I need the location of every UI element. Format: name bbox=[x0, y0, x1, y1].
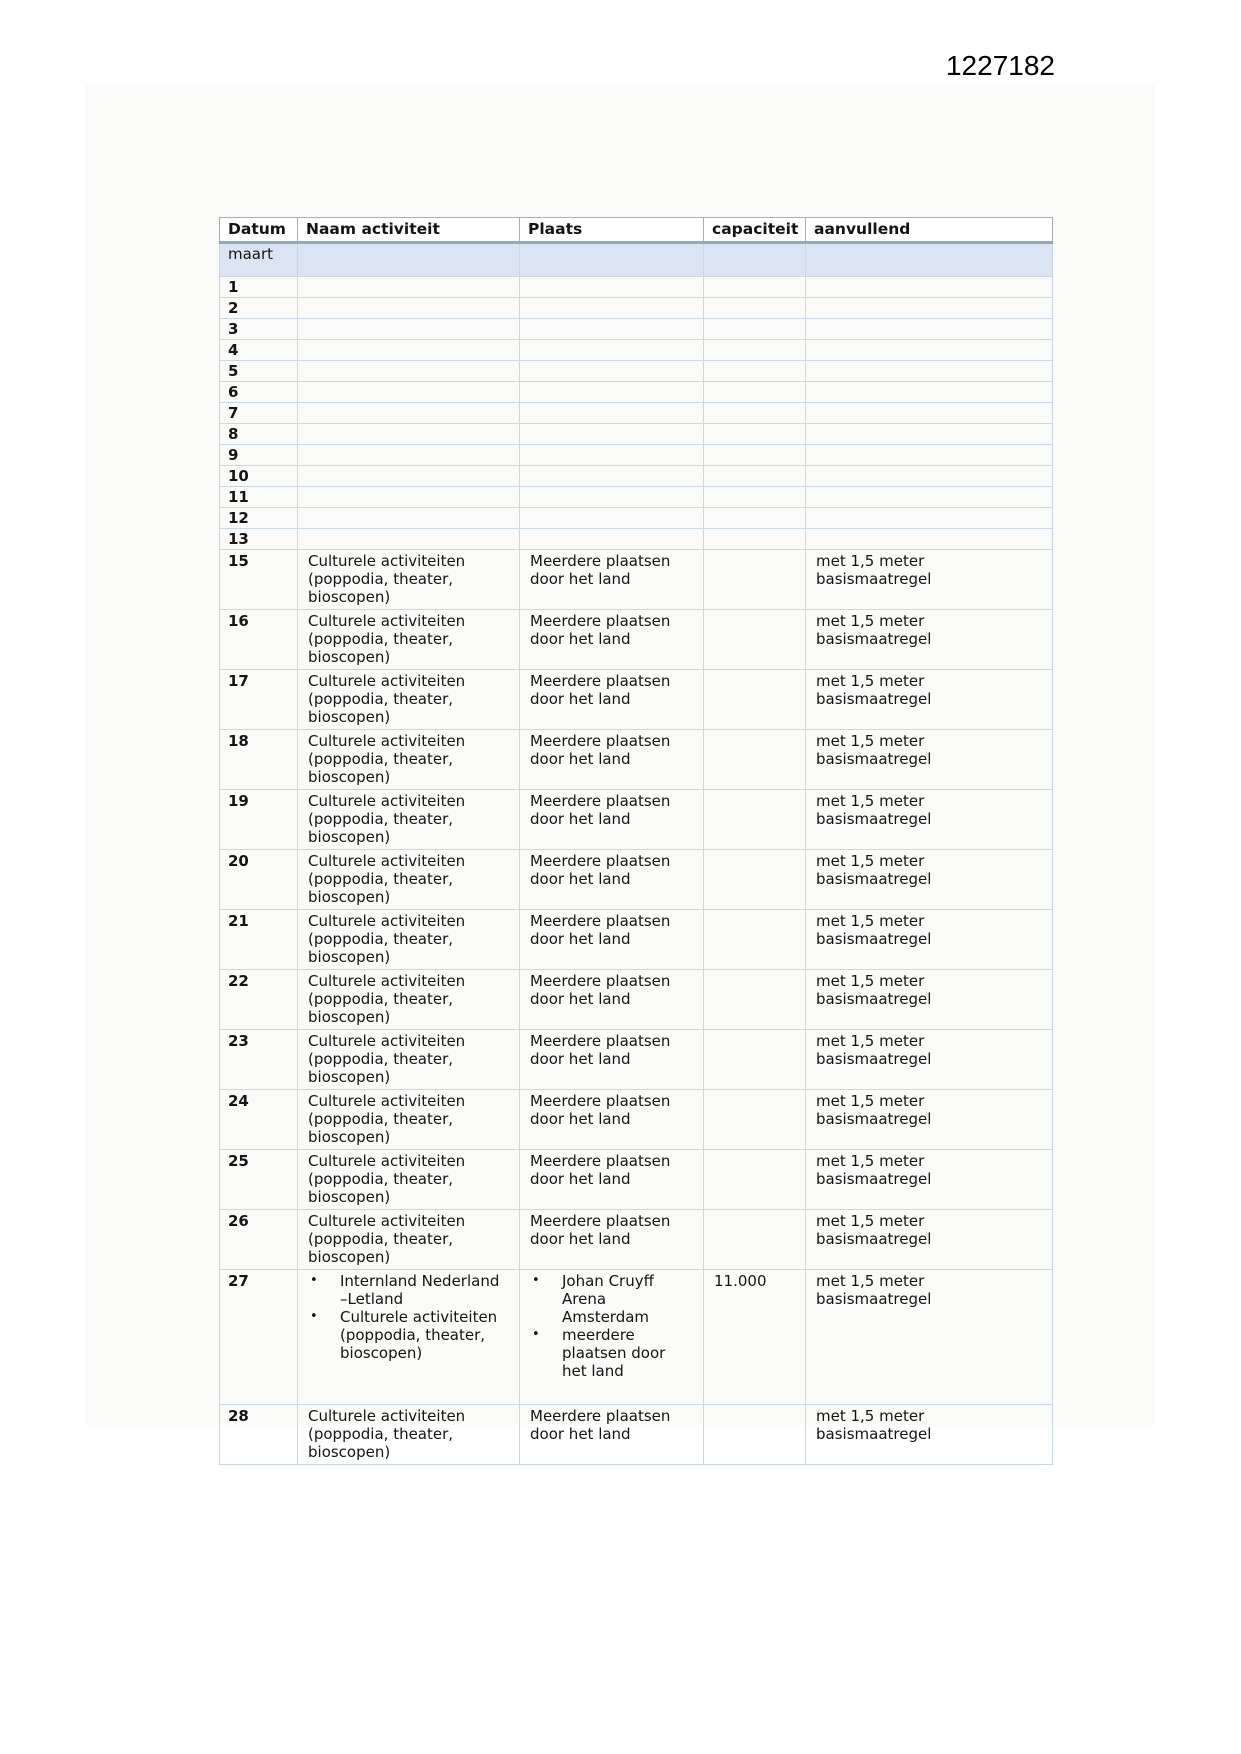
header-aanvullend: aanvullend bbox=[806, 218, 1053, 243]
date-cell: 16 bbox=[220, 609, 298, 669]
capacity-cell bbox=[704, 789, 806, 849]
place-cell bbox=[520, 465, 704, 486]
place-cell bbox=[520, 528, 704, 549]
place-cell bbox=[520, 669, 704, 729]
table-row bbox=[220, 423, 1053, 444]
header-capaciteit: capaciteit bbox=[704, 218, 806, 243]
place-cell bbox=[520, 402, 704, 423]
date-cell: 4 bbox=[220, 339, 298, 360]
capacity-cell bbox=[704, 969, 806, 1029]
date-cell: 15 bbox=[220, 549, 298, 609]
additional-cell bbox=[806, 276, 1053, 297]
additional-cell bbox=[806, 360, 1053, 381]
header-row bbox=[220, 218, 1053, 243]
activities-table bbox=[219, 217, 1053, 1465]
table-row bbox=[220, 297, 1053, 318]
additional-text: met 1,5 meter basismaatregel bbox=[816, 611, 932, 648]
place-cell bbox=[520, 849, 704, 909]
place-text: Meerdere plaatsen door het land bbox=[530, 1406, 671, 1443]
capacity-cell bbox=[704, 465, 806, 486]
month-empty-cell bbox=[806, 242, 1053, 276]
activity-text: Culturele activiteiten (poppodia, theater, bioscopen) bbox=[308, 1211, 466, 1266]
capacity-cell bbox=[704, 549, 806, 609]
activity-text: Culturele activiteiten (poppodia, theater, bioscopen) bbox=[308, 671, 466, 726]
date-cell: 24 bbox=[220, 1089, 298, 1149]
additional-cell bbox=[806, 669, 1053, 729]
additional-cell bbox=[806, 444, 1053, 465]
table-row bbox=[220, 969, 1053, 1029]
additional-text: met 1,5 meter basismaatregel bbox=[816, 1091, 932, 1128]
activity-cell bbox=[298, 465, 520, 486]
table-row bbox=[220, 318, 1053, 339]
additional-text: met 1,5 meter basismaatregel bbox=[816, 791, 932, 828]
table-row bbox=[220, 909, 1053, 969]
capacity-cell bbox=[704, 528, 806, 549]
additional-cell bbox=[806, 423, 1053, 444]
capacity-cell bbox=[704, 423, 806, 444]
additional-cell bbox=[806, 609, 1053, 669]
header-naam: Naam activiteit bbox=[298, 218, 520, 243]
additional-text: met 1,5 meter basismaatregel bbox=[816, 1031, 932, 1068]
month-empty-cell bbox=[520, 242, 704, 276]
activity-text: Culturele activiteiten (poppodia, theater, bioscopen) bbox=[308, 551, 466, 606]
table-row bbox=[220, 1029, 1053, 1089]
date-cell: 26 bbox=[220, 1209, 298, 1269]
activity-cell bbox=[298, 909, 520, 969]
place-cell bbox=[520, 423, 704, 444]
capacity-cell bbox=[704, 381, 806, 402]
additional-cell bbox=[806, 729, 1053, 789]
capacity-cell bbox=[704, 849, 806, 909]
place-text: Meerdere plaatsen door het land bbox=[530, 791, 671, 828]
place-cell bbox=[520, 729, 704, 789]
additional-text: met 1,5 meter basismaatregel bbox=[816, 551, 932, 588]
date-cell: 18 bbox=[220, 729, 298, 789]
date-cell: 23 bbox=[220, 1029, 298, 1089]
bullet-icon: • bbox=[532, 1326, 540, 1342]
additional-text: met 1,5 meter basismaatregel bbox=[816, 1151, 932, 1188]
activity-cell bbox=[298, 849, 520, 909]
place-cell bbox=[520, 1404, 704, 1464]
date-cell: 11 bbox=[220, 486, 298, 507]
activity-cell bbox=[298, 609, 520, 669]
place-cell bbox=[520, 297, 704, 318]
capacity-cell bbox=[704, 1149, 806, 1209]
date-cell: 22 bbox=[220, 969, 298, 1029]
place-cell bbox=[520, 1149, 704, 1209]
place-cell bbox=[520, 486, 704, 507]
date-cell: 10 bbox=[220, 465, 298, 486]
place-text: Meerdere plaatsen door het land bbox=[530, 911, 671, 948]
additional-cell bbox=[806, 549, 1053, 609]
date-cell: 3 bbox=[220, 318, 298, 339]
activity-cell bbox=[298, 1029, 520, 1089]
place-text: Meerdere plaatsen door het land bbox=[530, 1091, 671, 1128]
additional-cell bbox=[806, 1404, 1053, 1464]
date-cell: 25 bbox=[220, 1149, 298, 1209]
table-row bbox=[220, 669, 1053, 729]
date-cell: 9 bbox=[220, 444, 298, 465]
additional-text: met 1,5 meter basismaatregel bbox=[816, 851, 932, 888]
activity-cell bbox=[298, 1149, 520, 1209]
bullet-text: Johan Cruyff Arena Amsterdam bbox=[562, 1271, 654, 1326]
date-cell: 1 bbox=[220, 276, 298, 297]
additional-cell bbox=[806, 339, 1053, 360]
place-cell bbox=[520, 1209, 704, 1269]
date-cell: 6 bbox=[220, 381, 298, 402]
capacity-cell bbox=[704, 339, 806, 360]
place-cell bbox=[520, 360, 704, 381]
month-empty-cell bbox=[704, 242, 806, 276]
header-datum: Datum bbox=[220, 218, 298, 243]
activity-text: Culturele activiteiten (poppodia, theater, bioscopen) bbox=[308, 1031, 466, 1086]
place-cell bbox=[520, 789, 704, 849]
capacity-cell bbox=[704, 486, 806, 507]
additional-cell bbox=[806, 1269, 1053, 1404]
date-cell: 7 bbox=[220, 402, 298, 423]
table-row bbox=[220, 465, 1053, 486]
date-cell: 20 bbox=[220, 849, 298, 909]
capacity-cell bbox=[704, 1269, 806, 1404]
place-cell bbox=[520, 339, 704, 360]
capacity-cell bbox=[704, 1404, 806, 1464]
place-cell bbox=[520, 381, 704, 402]
additional-text: met 1,5 meter basismaatregel bbox=[816, 671, 932, 708]
table-row bbox=[220, 486, 1053, 507]
table-row bbox=[220, 444, 1053, 465]
capacity-cell bbox=[704, 1209, 806, 1269]
additional-text: met 1,5 meter basismaatregel bbox=[816, 1211, 932, 1248]
table-row bbox=[220, 339, 1053, 360]
additional-cell bbox=[806, 1089, 1053, 1149]
date-cell: 27 bbox=[220, 1269, 298, 1404]
activity-cell bbox=[298, 444, 520, 465]
table-row bbox=[220, 609, 1053, 669]
month-label: maart bbox=[220, 242, 298, 276]
place-cell bbox=[520, 909, 704, 969]
date-cell: 21 bbox=[220, 909, 298, 969]
table-row bbox=[220, 849, 1053, 909]
activity-text: Culturele activiteiten (poppodia, theater, bioscopen) bbox=[308, 1091, 466, 1146]
date-cell: 12 bbox=[220, 507, 298, 528]
additional-cell bbox=[806, 909, 1053, 969]
activity-cell bbox=[298, 507, 520, 528]
place-cell bbox=[520, 318, 704, 339]
additional-cell bbox=[806, 297, 1053, 318]
capacity-cell bbox=[704, 276, 806, 297]
activity-cell bbox=[298, 297, 520, 318]
activity-cell bbox=[298, 549, 520, 609]
additional-cell bbox=[806, 1209, 1053, 1269]
date-cell: 28 bbox=[220, 1404, 298, 1464]
activity-text: Culturele activiteiten (poppodia, theater, bioscopen) bbox=[308, 731, 466, 786]
additional-cell bbox=[806, 789, 1053, 849]
table-row bbox=[220, 1269, 1053, 1404]
activity-cell bbox=[298, 1269, 520, 1404]
activity-text: Culturele activiteiten (poppodia, theater, bioscopen) bbox=[308, 911, 466, 966]
place-text: Meerdere plaatsen door het land bbox=[530, 1151, 671, 1188]
additional-cell bbox=[806, 1149, 1053, 1209]
activity-text: Culturele activiteiten (poppodia, theater, bioscopen) bbox=[308, 791, 466, 846]
place-text: Meerdere plaatsen door het land bbox=[530, 971, 671, 1008]
additional-cell bbox=[806, 1029, 1053, 1089]
additional-cell bbox=[806, 465, 1053, 486]
additional-cell bbox=[806, 507, 1053, 528]
place-cell bbox=[520, 969, 704, 1029]
activity-cell bbox=[298, 423, 520, 444]
additional-cell bbox=[806, 969, 1053, 1029]
date-cell: 19 bbox=[220, 789, 298, 849]
table-row bbox=[220, 789, 1053, 849]
place-cell bbox=[520, 549, 704, 609]
place-cell bbox=[520, 276, 704, 297]
activity-text: Culturele activiteiten (poppodia, theater, bioscopen) bbox=[308, 611, 466, 666]
activity-text: Culturele activiteiten (poppodia, theater, bioscopen) bbox=[308, 851, 466, 906]
bullet-item bbox=[530, 1272, 697, 1326]
activity-cell bbox=[298, 486, 520, 507]
date-cell: 8 bbox=[220, 423, 298, 444]
bullet-icon: • bbox=[532, 1272, 540, 1288]
capacity-cell bbox=[704, 1089, 806, 1149]
activity-cell bbox=[298, 1209, 520, 1269]
additional-cell bbox=[806, 486, 1053, 507]
capacity-cell bbox=[704, 297, 806, 318]
activity-cell bbox=[298, 969, 520, 1029]
bullet-item bbox=[530, 1326, 697, 1380]
activity-cell bbox=[298, 729, 520, 789]
table-row bbox=[220, 729, 1053, 789]
bullet-text: Culturele activiteiten (poppodia, theater, bioscopen) bbox=[340, 1307, 498, 1362]
capacity-cell bbox=[704, 318, 806, 339]
additional-text: met 1,5 meter basismaatregel bbox=[816, 1406, 932, 1443]
month-empty-cell bbox=[298, 242, 520, 276]
date-cell: 2 bbox=[220, 297, 298, 318]
date-cell: 5 bbox=[220, 360, 298, 381]
activity-cell bbox=[298, 381, 520, 402]
table-row bbox=[220, 528, 1053, 549]
place-cell bbox=[520, 507, 704, 528]
activity-cell bbox=[298, 789, 520, 849]
activity-cell bbox=[298, 318, 520, 339]
additional-text: met 1,5 meter basismaatregel bbox=[816, 1271, 932, 1308]
table-body bbox=[220, 242, 1053, 1464]
month-row bbox=[220, 242, 1053, 276]
table-row bbox=[220, 402, 1053, 423]
bullet-icon: • bbox=[310, 1272, 318, 1288]
activity-cell bbox=[298, 528, 520, 549]
activity-cell bbox=[298, 360, 520, 381]
table-header bbox=[220, 218, 1053, 243]
table-row bbox=[220, 549, 1053, 609]
place-text: Meerdere plaatsen door het land bbox=[530, 671, 671, 708]
table-row bbox=[220, 1209, 1053, 1269]
capacity-cell bbox=[704, 507, 806, 528]
place-cell bbox=[520, 609, 704, 669]
bullet-icon: • bbox=[310, 1308, 318, 1324]
bullet-item bbox=[308, 1272, 513, 1308]
table-row bbox=[220, 507, 1053, 528]
additional-text: met 1,5 meter basismaatregel bbox=[816, 731, 932, 768]
capacity-cell bbox=[704, 444, 806, 465]
place-cell bbox=[520, 444, 704, 465]
additional-text: met 1,5 meter basismaatregel bbox=[816, 911, 932, 948]
place-text: Meerdere plaatsen door het land bbox=[530, 731, 671, 768]
capacity-cell bbox=[704, 1029, 806, 1089]
table-row bbox=[220, 1149, 1053, 1209]
table-row bbox=[220, 381, 1053, 402]
place-cell bbox=[520, 1029, 704, 1089]
document-number: 1227182 bbox=[945, 50, 1055, 81]
capacity-cell bbox=[704, 609, 806, 669]
activity-cell bbox=[298, 1089, 520, 1149]
additional-cell bbox=[806, 318, 1053, 339]
table-row bbox=[220, 360, 1053, 381]
place-text: Meerdere plaatsen door het land bbox=[530, 1211, 671, 1248]
place-text: Meerdere plaatsen door het land bbox=[530, 851, 671, 888]
capacity-text: 11.000 bbox=[714, 1271, 767, 1290]
capacity-cell bbox=[704, 360, 806, 381]
place-cell bbox=[520, 1269, 704, 1404]
activity-text: Culturele activiteiten (poppodia, theater, bioscopen) bbox=[308, 1151, 466, 1206]
activity-cell bbox=[298, 1404, 520, 1464]
place-text: Meerdere plaatsen door het land bbox=[530, 1031, 671, 1068]
activity-text: Culturele activiteiten (poppodia, theater, bioscopen) bbox=[308, 971, 466, 1026]
activity-text: Culturele activiteiten (poppodia, theater, bioscopen) bbox=[308, 1406, 466, 1461]
bullet-item bbox=[308, 1308, 513, 1362]
bullet-text: Internland Nederland –Letland bbox=[340, 1271, 500, 1308]
activity-cell bbox=[298, 402, 520, 423]
place-cell bbox=[520, 1089, 704, 1149]
date-cell: 17 bbox=[220, 669, 298, 729]
additional-text: met 1,5 meter basismaatregel bbox=[816, 971, 932, 1008]
bullet-text: meerdere plaatsen door het land bbox=[562, 1325, 666, 1380]
additional-cell bbox=[806, 402, 1053, 423]
activity-cell bbox=[298, 339, 520, 360]
capacity-cell bbox=[704, 669, 806, 729]
additional-cell bbox=[806, 381, 1053, 402]
table-row bbox=[220, 1404, 1053, 1464]
additional-cell bbox=[806, 528, 1053, 549]
header-plaats: Plaats bbox=[520, 218, 704, 243]
activity-cell bbox=[298, 276, 520, 297]
place-text: Meerdere plaatsen door het land bbox=[530, 551, 671, 588]
place-text: Meerdere plaatsen door het land bbox=[530, 611, 671, 648]
capacity-cell bbox=[704, 729, 806, 789]
activity-cell bbox=[298, 669, 520, 729]
table-row bbox=[220, 1089, 1053, 1149]
capacity-cell bbox=[704, 402, 806, 423]
additional-cell bbox=[806, 849, 1053, 909]
table-row bbox=[220, 276, 1053, 297]
capacity-cell bbox=[704, 909, 806, 969]
date-cell: 13 bbox=[220, 528, 298, 549]
